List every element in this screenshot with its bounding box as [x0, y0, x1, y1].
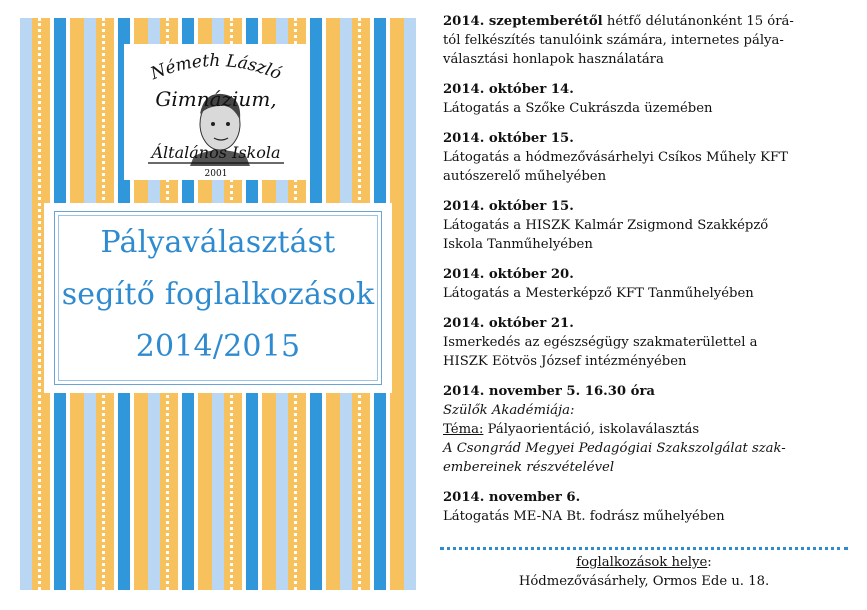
schedule-item — [443, 12, 843, 69]
logo-line2: Gimnázium, — [155, 87, 277, 111]
logo-year: 2001 — [204, 169, 228, 179]
event-desc: hétfő délutánonként 15 órá- — [602, 14, 794, 29]
event-topic-label: Téma: — [443, 422, 484, 437]
event-date: 2014. november 6. — [443, 490, 581, 505]
venue-colon: : — [707, 555, 712, 570]
schedule-item — [443, 129, 843, 186]
event-date: 2014. október 15. — [443, 131, 574, 146]
event-desc: Látogatás a Szőke Cukrászda üzemében — [443, 101, 713, 116]
event-date: 2014. október 14. — [443, 82, 574, 97]
title-card — [44, 203, 392, 393]
event-desc: HISZK Eötvös József intézményében — [443, 354, 687, 369]
event-date: 2014. október 15. — [443, 199, 574, 214]
poster-title-line2: segítő foglalkozások — [61, 277, 375, 312]
event-desc: Látogatás a HISZK Kalmár Zsigmond Szakképző — [443, 218, 769, 233]
poster-title-line1: Pályaválasztást — [100, 225, 336, 260]
schedule-item — [443, 488, 843, 526]
venue-label: foglalkozások helye — [576, 555, 708, 570]
logo-line3: Általános Iskola — [151, 143, 281, 162]
event-date: 2014. október 20. — [443, 267, 574, 282]
dotted-divider — [440, 547, 848, 550]
event-desc: tól felkészítés tanulóink számára, internetes pálya- — [443, 33, 784, 48]
event-desc: Látogatás a hódmezővásárhelyi Csíkos Műhely KFT — [443, 150, 788, 165]
poster-title-line3: 2014/2015 — [135, 329, 301, 364]
dotted-stripe — [38, 18, 41, 590]
school-logo — [124, 44, 308, 180]
event-academy: Szülők Akadémiája: — [443, 403, 575, 418]
schedule-item — [443, 80, 843, 118]
schedule-item — [443, 265, 843, 303]
event-note: embereinek részvételével — [443, 460, 615, 475]
event-date: 2014. október 21. — [443, 316, 574, 331]
event-desc: Iskola Tanműhelyében — [443, 237, 593, 252]
event-desc: Látogatás a Mesterképző KFT Tanműhelyében — [443, 286, 754, 301]
event-note: A Csongrád Megyei Pedagógiai Szakszolgálat szak- — [443, 441, 786, 456]
event-date: 2014. november 5. 16.30 óra — [443, 384, 655, 399]
poster-title — [44, 217, 392, 373]
schedule-item — [443, 382, 843, 477]
event-desc: autószerelő műhelyében — [443, 169, 607, 184]
venue-footer — [440, 553, 848, 591]
event-desc: Látogatás ME-NA Bt. fodrász műhelyében — [443, 509, 725, 524]
event-topic-value: Pályaorientáció, iskolaválasztás — [483, 422, 700, 437]
schedule-item — [443, 314, 843, 371]
event-desc: választási honlapok használatára — [443, 52, 664, 67]
venue-address: Hódmezővásárhely, Ormos Ede u. 18. — [518, 574, 770, 589]
schedule-list — [443, 12, 843, 537]
event-desc: Ismerkedés az egészségügy szakmaterülettel a — [443, 335, 758, 350]
logo-line1: Németh László — [147, 50, 285, 85]
event-date: 2014. szeptemberétől — [443, 14, 603, 29]
schedule-item — [443, 197, 843, 254]
